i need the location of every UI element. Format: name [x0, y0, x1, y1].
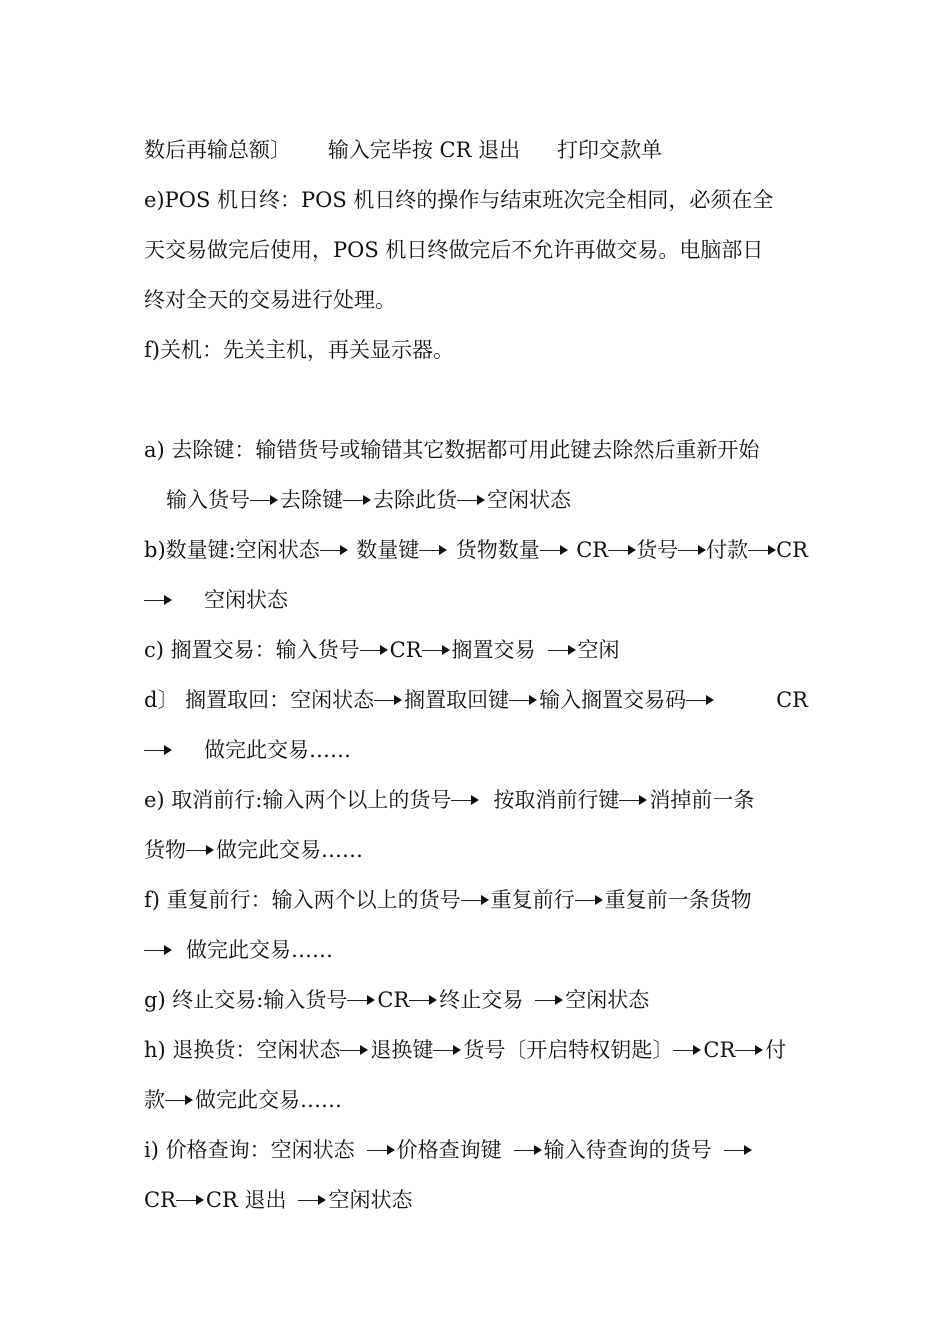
flow-step: 付 [765, 1038, 787, 1062]
arrow-right-icon [678, 535, 706, 565]
flow-step: 消掉前一条 [649, 788, 755, 812]
flow-step: 空闲状态 [328, 1188, 413, 1212]
flow-step: 货号〔开启特权钥匙〕 [463, 1038, 674, 1062]
flow-step: 空闲 [577, 638, 620, 662]
arrow-right-icon [144, 935, 174, 965]
arrow-right-icon [419, 535, 447, 565]
item-h-flow-continued [144, 1085, 808, 1115]
flow-step: 空闲状态 [487, 488, 571, 512]
arrow-right-icon [186, 835, 216, 865]
arrow-right-icon [374, 685, 404, 715]
arrow-right-icon [461, 885, 491, 915]
flow-step: 做完此交易…… [216, 838, 363, 862]
flow-step: 重复前行 [490, 888, 575, 912]
text-segment: 终对全天的交易进行处理。 [144, 288, 396, 312]
arrow-right-icon [250, 485, 280, 515]
flow-step: b)数量键:空闲状态 [144, 538, 320, 562]
arrow-right-icon [673, 1035, 703, 1065]
flow-step: 去除此货 [373, 488, 457, 512]
arrow-right-icon [540, 535, 568, 565]
flow-step: e) 取消前行:输入两个以上的货号 [144, 788, 452, 812]
arrow-right-icon [514, 1135, 544, 1165]
arrow-right-icon [548, 635, 578, 665]
flow-step: CR [377, 988, 410, 1012]
flow-step: CR 退出 [205, 1188, 287, 1212]
paragraph-line-2 [144, 185, 808, 215]
item-b-flow [144, 535, 808, 565]
flow-step: f) 重复前行：输入两个以上的货号 [144, 888, 461, 912]
flow-step: 货物数量 [455, 538, 540, 562]
item-a-flow [166, 485, 808, 515]
arrow-right-icon [176, 1185, 206, 1215]
arrow-right-icon [748, 535, 776, 565]
arrow-right-icon [422, 635, 452, 665]
item-e-flow [144, 785, 808, 815]
flow-step: 款 [144, 1088, 165, 1112]
flow-step: 做完此交易…… [195, 1088, 342, 1112]
flow-step: 输入待查询的货号 [543, 1138, 712, 1162]
flow-step: 搁置交易 [451, 638, 536, 662]
flow-step: h) 退换货：空闲状态 [144, 1038, 341, 1062]
flow-step: CR [576, 538, 609, 562]
flow-step: 付款 [706, 538, 749, 562]
paragraph-line-1 [144, 135, 662, 165]
flow-step: c) 搁置交易：输入货号 [144, 638, 360, 662]
arrow-right-icon [144, 585, 174, 615]
arrow-right-icon [144, 735, 174, 765]
flow-step: 搁置取回键 [404, 688, 510, 712]
item-i-flow [144, 1135, 808, 1165]
arrow-right-icon [535, 985, 565, 1015]
text-segment: a) 去除键：输错货号或输错其它数据都可用此键去除然后重新开始 [144, 438, 760, 462]
arrow-right-icon [608, 535, 636, 565]
text-segment: 打印交款单 [556, 138, 662, 162]
item-c-flow [144, 635, 808, 665]
arrow-right-icon [409, 985, 439, 1015]
flow-step: d〕 搁置取回：空闲状态 [144, 688, 375, 712]
arrow-right-icon [619, 785, 649, 815]
arrow-right-icon [451, 785, 481, 815]
arrow-right-icon [575, 885, 605, 915]
item-f-flow-continued [144, 935, 808, 965]
item-h-flow [144, 1035, 808, 1065]
arrow-right-icon [340, 1035, 370, 1065]
arrow-right-icon [509, 685, 539, 715]
flow-step: i) 价格查询：空闲状态 [144, 1138, 355, 1162]
item-a-description [144, 435, 808, 465]
arrow-right-icon [360, 635, 390, 665]
flow-step: 重复前一条货物 [604, 888, 752, 912]
text-segment: 输入完毕按 CR 退出 [327, 138, 521, 162]
flow-step: CR [389, 638, 422, 662]
paragraph-line-5 [144, 335, 808, 365]
text-segment: 天交易做完后使用，POS 机日终做完后不允许再做交易。电脑部日 [144, 238, 764, 262]
flow-step: CR [144, 1188, 176, 1212]
text-segment: f)关机：先关主机，再关显示器。 [144, 338, 454, 362]
arrow-right-icon [343, 485, 373, 515]
arrow-right-icon [347, 985, 377, 1015]
arrow-right-icon [457, 485, 487, 515]
flow-step: CR [703, 1038, 736, 1062]
item-d-flow [144, 685, 808, 715]
item-d-flow-continued [144, 735, 808, 765]
flow-step: 输入货号 [166, 488, 250, 512]
arrow-right-icon [320, 535, 348, 565]
flow-step: 去除键 [280, 488, 343, 512]
item-f-flow [144, 885, 808, 915]
flow-step: 做完此交易…… [204, 738, 351, 762]
flow-step: 货物 [144, 838, 186, 862]
item-g-flow [144, 985, 808, 1015]
item-b-flow-continued [144, 585, 808, 615]
flow-step: 价格查询键 [396, 1138, 502, 1162]
flow-step: 按取消前行键 [493, 788, 620, 812]
flow-step: CR [776, 538, 808, 562]
arrow-right-icon [165, 1085, 195, 1115]
arrow-right-icon [686, 685, 716, 715]
paragraph-line-3 [144, 235, 808, 265]
arrow-right-icon [735, 1035, 765, 1065]
flow-step: 货号 [636, 538, 679, 562]
flow-step: 做完此交易…… [186, 938, 333, 962]
flow-step: 数量键 [356, 538, 420, 562]
flow-step: g) 终止交易:输入货号 [144, 988, 348, 1012]
flow-step: 终止交易 [439, 988, 524, 1012]
flow-step: 退换键 [370, 1038, 434, 1062]
item-e-flow-continued [144, 835, 808, 865]
flow-step: 空闲状态 [204, 588, 288, 612]
text-segment: 数后再输总额〕 [144, 138, 291, 162]
arrow-right-icon [298, 1185, 328, 1215]
text-segment: e)POS 机日终：POS 机日终的操作与结束班次完全相同，必须在全 [144, 188, 774, 212]
arrow-right-icon [724, 1135, 754, 1165]
flow-step: 输入搁置交易码 [539, 688, 687, 712]
flow-step: CR [776, 688, 808, 712]
arrow-right-icon [433, 1035, 463, 1065]
arrow-right-icon [367, 1135, 397, 1165]
item-i-flow-continued [144, 1185, 808, 1215]
flow-step: 空闲状态 [565, 988, 650, 1012]
paragraph-line-4 [144, 285, 808, 315]
